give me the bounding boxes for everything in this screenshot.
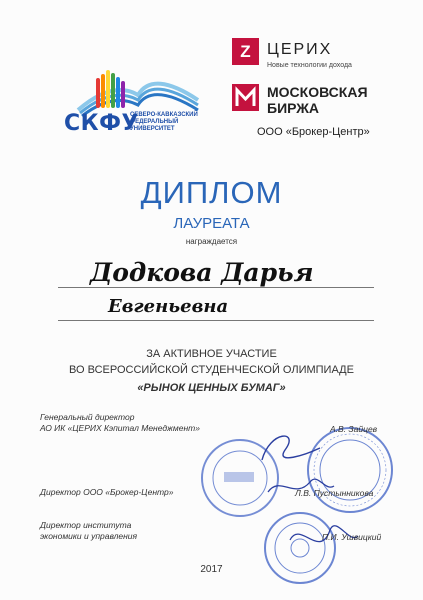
signer-2-name: Л.В. Пустынникова <box>295 488 374 498</box>
skfu-full-name: СЕВЕРО-КАВКАЗСКИЙ ФЕДЕРАЛЬНЫЙ УНИВЕРСИТЕТ <box>130 112 198 132</box>
zerich-name: ЦЕРИХ <box>267 41 333 58</box>
reason-line-2: ВО ВСЕРОССИЙСКОЙ СТУДЕНЧЕСКОЙ ОЛИМПИАДЕ <box>69 364 354 376</box>
recipient-name-line2: Евгеньевна <box>108 296 229 317</box>
recipient-name-line1: Додкова Дарья <box>90 258 314 287</box>
broker-name: ООО «Брокер-Центр» <box>257 126 370 138</box>
zerich-stamp <box>308 428 392 512</box>
signer-1-name: А.В. Зайцев <box>330 424 378 434</box>
skfu-abbr: СКФУ <box>64 111 139 136</box>
signer-3-name: П.И. Ушвицкий <box>322 532 382 542</box>
awarded-label: награждается <box>185 237 238 246</box>
broker-stamp <box>202 440 278 516</box>
reason-line-1: ЗА АКТИВНОЕ УЧАСТИЕ <box>146 348 277 360</box>
diploma-title: ДИПЛОМ <box>140 175 283 210</box>
signer-2-title: Директор ООО «Брокер-Центр» <box>40 487 174 497</box>
moex-name: МОСКОВСКАЯ БИРЖА <box>267 84 368 116</box>
signer-1-title: Генеральный директор АО ИК «ЦЕРИХ Кэпитал Менеджмент» <box>40 412 200 433</box>
zerich-tagline: Новые технологии дохода <box>267 62 352 69</box>
diploma-year: 2017 <box>200 564 223 575</box>
signer-3-title: Директор института экономики и управления <box>40 520 138 541</box>
reason-line-3: «РЫНОК ЦЕННЫХ БУМАГ» <box>137 382 286 394</box>
zerich-logo-icon: Z <box>232 38 259 65</box>
diploma-subtitle: ЛАУРЕАТА <box>173 215 250 232</box>
